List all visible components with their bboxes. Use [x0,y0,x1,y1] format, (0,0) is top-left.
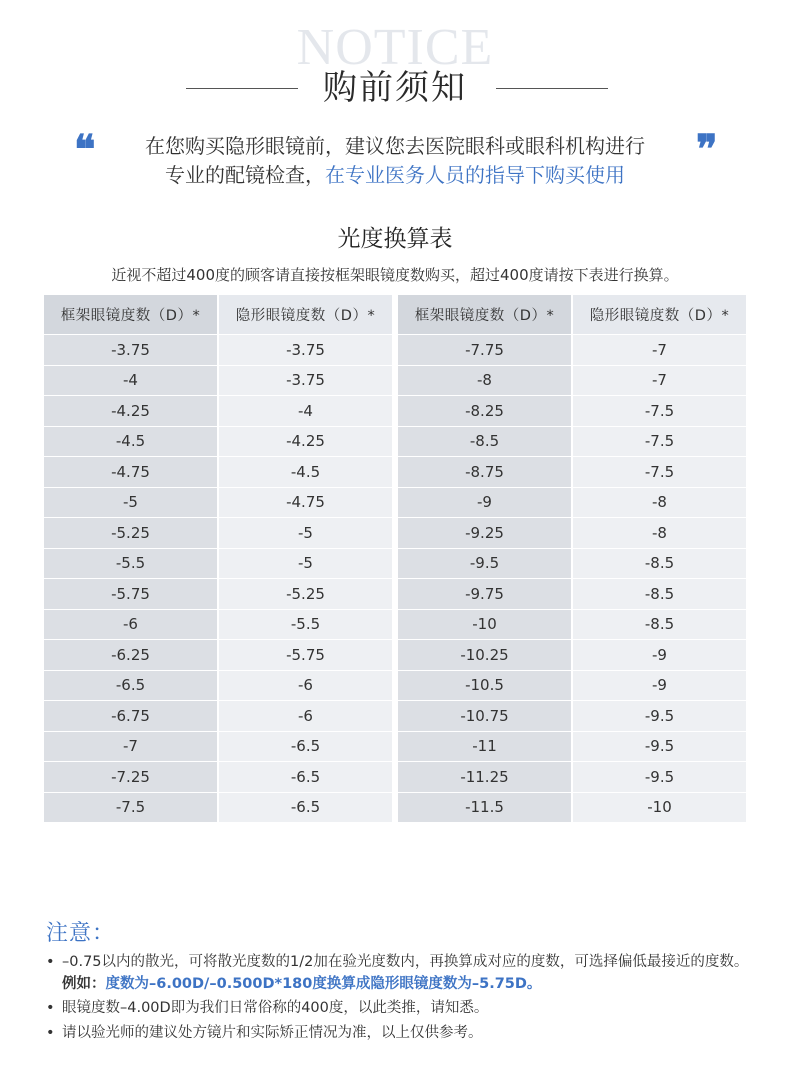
table-cell: -8 [573,518,746,549]
table-cell: -6.5 [219,732,392,763]
table-cell: -4.5 [44,427,217,458]
table-cell: -5.25 [44,518,217,549]
table-cell: -9 [398,488,571,519]
table-header-row [44,295,746,335]
note-2-text: 眼镜度数–4.00D即为我们日常俗称的400度，以此类推，请知悉。 [62,1000,489,1016]
conversion-table-subtitle: 近视不超过400度的顾客请直接按框架眼镜度数购买，超过400度请按下表进行换算。 [111,266,679,284]
table-cell: -5 [219,549,392,580]
table-cell: -5 [219,518,392,549]
quote-line-2-plain: 专业的配镜检查， [165,163,325,187]
table-cell: -4 [44,366,217,397]
table-cell: -10.75 [398,701,571,732]
table-row [44,579,746,610]
column-header: 隐形眼镜度数（D）* [573,295,746,335]
table-cell: -4.25 [44,396,217,427]
note-1-example: 度数为–6.00D/–0.500D*180度换算成隐形眼镜度数为–5.75D。 [105,976,542,992]
table-cell: -9.75 [398,579,571,610]
table-cell: -7.25 [44,762,217,793]
table-row [44,457,746,488]
table-cell: -3.75 [219,366,392,397]
note-3-text: 请以验光师的建议处方镜片和实际矫正情况为准，以上仅供参考。 [62,1025,483,1041]
table-cell: -4 [219,396,392,427]
table-cell: -9.5 [573,732,746,763]
table-cell: -9.5 [573,762,746,793]
table-row [44,701,746,732]
table-row [44,762,746,793]
table-row [44,671,746,702]
table-cell: -3.75 [219,335,392,366]
table-cell: -4.75 [219,488,392,519]
table-cell: -8.75 [398,457,571,488]
quote-line-2-highlight: 在专业医务人员的指导下购买使用 [325,163,625,187]
table-cell: -8 [398,366,571,397]
notice-watermark: NOTICE [296,19,494,76]
table-cell: -5.75 [44,579,217,610]
table-cell: -7 [573,366,746,397]
table-cell: -6 [219,701,392,732]
table-cell: -5.25 [219,579,392,610]
table-row [44,427,746,458]
table-cell: -8.5 [573,549,746,580]
table-row [44,518,746,549]
table-cell: -5 [44,488,217,519]
quote-line-2 [0,160,790,190]
table-cell: -6.5 [44,671,217,702]
table-cell: -9.25 [398,518,571,549]
table-cell: -10.25 [398,640,571,671]
note-1-example-label: 例如： [62,976,106,992]
table-row [44,396,746,427]
table-cell: -11 [398,732,571,763]
table-cell: -8.5 [573,610,746,641]
table-row [44,793,746,824]
table-cell: -7 [573,335,746,366]
table-cell: -10.5 [398,671,571,702]
table-cell: -3.75 [44,335,217,366]
table-cell: -11.5 [398,793,571,824]
table-cell: -6.5 [219,762,392,793]
table-cell: -8 [573,488,746,519]
table-cell: -9 [573,640,746,671]
table-cell: -5.5 [44,549,217,580]
table-cell: -7.5 [573,457,746,488]
table-cell: -8.5 [398,427,571,458]
table-cell: -4.75 [44,457,217,488]
table-row [44,549,746,580]
bullet-icon: • [46,1025,55,1041]
table-cell: -5.75 [219,640,392,671]
table-cell: -8.5 [573,579,746,610]
page-title: 购前须知 [323,68,467,108]
column-header: 隐形眼镜度数（D）* [219,295,392,335]
table-cell: -5.5 [219,610,392,641]
table-row [44,366,746,397]
notes-title: 注意： [46,921,116,946]
table-cell: -6.5 [219,793,392,824]
table-cell: -8.25 [398,396,571,427]
table-cell: -6.75 [44,701,217,732]
conversion-table [44,295,746,823]
table-cell: -6 [219,671,392,702]
table-row [44,488,746,519]
table-cell: -7.75 [398,335,571,366]
column-header: 框架眼镜度数（D）* [44,295,217,335]
table-cell: -7 [44,732,217,763]
table-row [44,335,746,366]
note-item-2 [44,997,756,1019]
close-quote-icon: ❞ [696,127,718,172]
quote-line-1: 在您购买隐形眼镜前，建议您去医院眼科或眼科机构进行 [145,134,645,158]
table-cell: -6 [44,610,217,641]
table-cell: -7.5 [573,396,746,427]
table-cell: -4.25 [219,427,392,458]
table-cell: -10 [573,793,746,824]
table-cell: -10 [398,610,571,641]
conversion-table-title: 光度换算表 [337,226,453,252]
table-cell: -9.5 [398,549,571,580]
table-cell: -11.25 [398,762,571,793]
bullet-icon: • [46,954,55,970]
note-1-text: –0.75以内的散光，可将散光度数的1/2加在验光度数内，再换算成对应的度数，可选择偏低最接近的度数。 [62,954,749,970]
table-cell: -9 [573,671,746,702]
table-row [44,610,746,641]
table-cell: -7.5 [573,427,746,458]
column-header: 框架眼镜度数（D）* [398,295,571,335]
table-row [44,640,746,671]
table-cell: -9.5 [573,701,746,732]
note-item-1 [44,951,756,995]
table-cell: -4.5 [219,457,392,488]
table-row [44,732,746,763]
note-item-3 [44,1022,756,1044]
table-cell: -6.25 [44,640,217,671]
open-quote-icon: ❝ [74,127,96,172]
table-cell: -7.5 [44,793,217,824]
bullet-icon: • [46,1000,55,1016]
